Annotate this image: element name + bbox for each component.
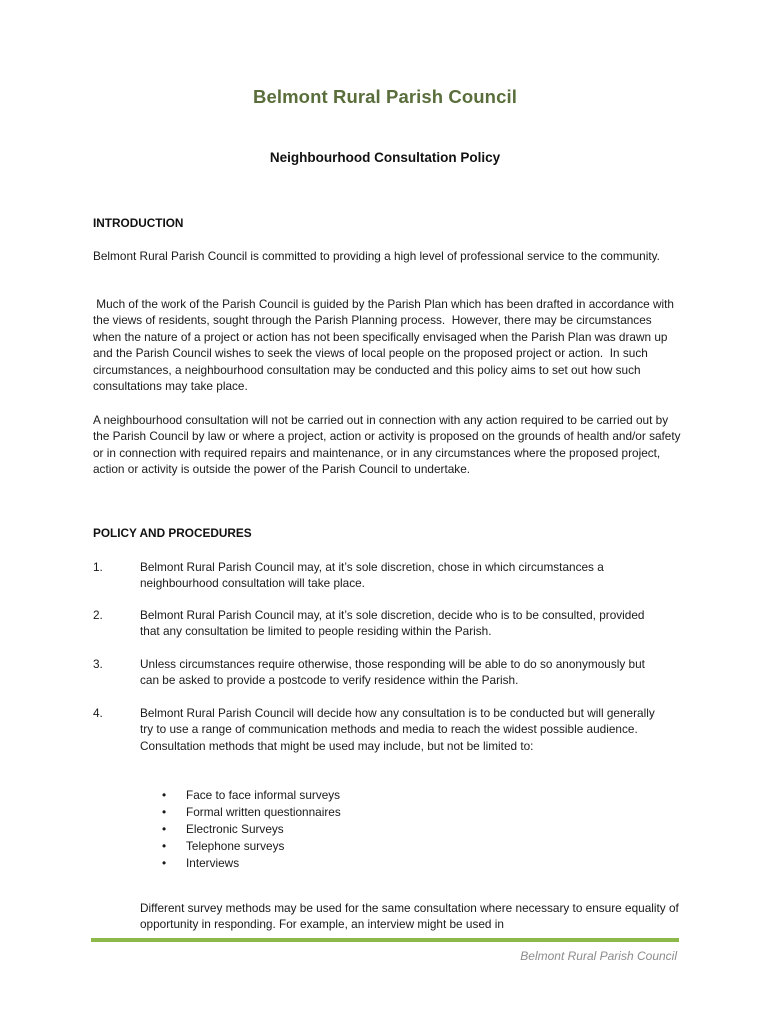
consultation-methods-list (160, 787, 341, 872)
policy-heading: POLICY AND PROCEDURES (93, 526, 252, 540)
bullet-icon: • (162, 821, 167, 836)
bullet-icon: • (162, 838, 167, 853)
bullet-icon: • (162, 855, 167, 870)
policy-item-number: 2. (93, 608, 103, 622)
method-label: Formal written questionnaires (186, 804, 341, 819)
policy-item-number: 1. (93, 560, 103, 574)
document-subtitle: Neighbourhood Consultation Policy (269, 150, 501, 165)
list-item (160, 838, 341, 855)
footer-divider (91, 938, 679, 942)
policy-item-text: Unless circumstances require otherwise, those responding will be able to do so anonymously but can be asked to provide a postcode to verify residence within the Parish. (140, 657, 645, 688)
list-item (160, 804, 341, 821)
intro-paragraph-2: Much of the work of the Parish Council is guided by the Parish Plan which has been drafted in accordance with the views of residents, sought through the Parish Planning process. However, there may be circumstances when the nature of a project or action has not been specifically envisaged when the Parish Plan was drawn up and the Parish Council wishes to seek the views of local people on the proposed project or action. In such circumstances, a neighbourhood consultation may be conducted and this policy aims to set out how such consultations may take place. (93, 297, 678, 394)
policy-item-number: 3. (93, 657, 103, 671)
policy-item-text: Belmont Rural Parish Council may, at it’s sole discretion, chose in which circumstances a neighbourhood consultation will take place. (140, 560, 604, 591)
method-label: Interviews (186, 855, 240, 870)
closing-paragraph: Different survey methods may be used for the same consultation where necessary to ensure equality of opportunity in responding. For example, an interview might be used in (140, 900, 679, 932)
list-item (160, 787, 341, 804)
document-title: Belmont Rural Parish Council (253, 86, 517, 107)
method-label: Face to face informal surveys (186, 788, 341, 802)
policy-item-text: Belmont Rural Parish Council may, at it’s sole discretion, decide who is to be consulted, provided that any consultation be limited to people residing within the Parish. (140, 608, 645, 639)
footer-text: Belmont Rural Parish Council (520, 949, 677, 963)
method-label: Telephone surveys (186, 838, 285, 853)
bullet-icon: • (162, 804, 167, 819)
intro-paragraph-1: Belmont Rural Parish Council is committed to providing a high level of professional service to the community. (93, 249, 660, 263)
bullet-icon: • (162, 788, 167, 802)
method-label: Electronic Surveys (186, 821, 284, 836)
introduction-heading: INTRODUCTION (93, 216, 184, 230)
list-item (160, 855, 341, 872)
policy-item-number: 4. (93, 706, 103, 720)
intro-paragraph-3: A neighbourhood consultation will not be carried out in connection with any action required to be carried out by the Parish Council by law or where a project, action or activity is proposed on the grounds of health and/or safety or in connection with required repairs and maintenance, or in any circumstances where the proposed project, action or activity is outside the power of the Parish Council to undertake. (93, 413, 681, 477)
list-item (160, 821, 341, 838)
policy-item-text: Belmont Rural Parish Council will decide how any consultation is to be conducted but will generally try to use a range of communication methods and media to reach the widest possible audience. Consultation methods that might be used may include, but not be limited to: (140, 706, 655, 753)
